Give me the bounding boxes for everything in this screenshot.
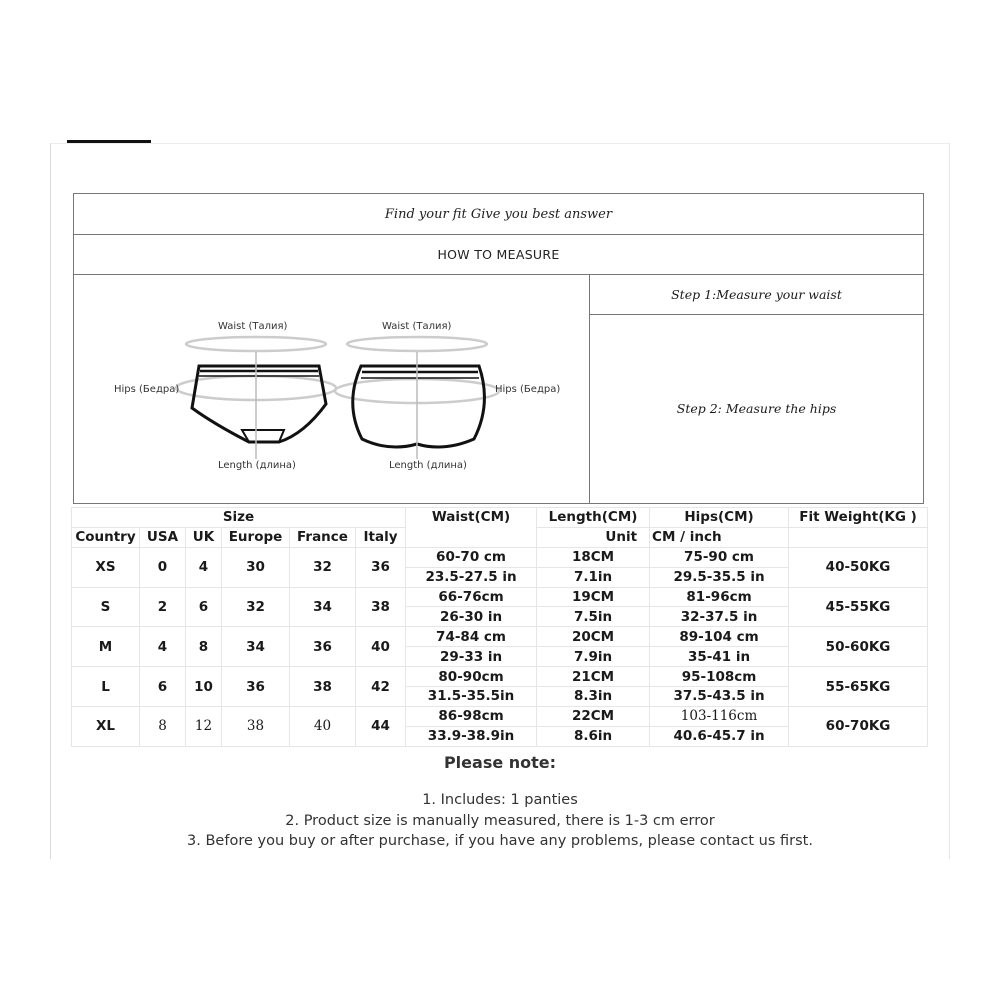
measure-illustration: [74, 274, 589, 505]
cell-uk: 6: [186, 587, 222, 627]
front-waist-label: Waist (Талия): [218, 321, 288, 332]
cell-usa: 6: [140, 667, 186, 707]
cell-weight: 55-65KG: [789, 667, 928, 707]
cell-length-in: 7.9in: [537, 647, 650, 667]
step-2-text: Step 2: Measure the hips: [676, 401, 837, 416]
guide-title: Find your fit Give you best answer: [74, 194, 923, 235]
cell-uk: 4: [186, 547, 222, 587]
table-row: [72, 667, 928, 687]
cell-italy: 44: [356, 706, 406, 746]
cell-uk: 12: [186, 706, 222, 746]
cell-italy: 42: [356, 667, 406, 707]
cell-length-cm: 19CM: [537, 587, 650, 607]
cell-length-cm: 22CM: [537, 706, 650, 726]
table-header-row-1: [72, 508, 928, 528]
header-country: Country: [72, 527, 140, 547]
back-waist-label: Waist (Талия): [382, 321, 452, 332]
front-brief-drawing: [176, 337, 336, 459]
cell-usa: 2: [140, 587, 186, 627]
cell-waist-in: 33.9-38.9in: [406, 726, 537, 746]
header-france: France: [290, 527, 356, 547]
cell-country: L: [72, 667, 140, 707]
header-length: Length(CM): [537, 508, 650, 528]
cell-france: 40: [290, 706, 356, 746]
cell-country: XL: [72, 706, 140, 746]
cell-europe: 36: [222, 667, 290, 707]
header-italy: Italy: [356, 527, 406, 547]
cell-length-cm: 20CM: [537, 627, 650, 647]
cell-hips-cm: 75-90 cm: [650, 547, 789, 567]
step-1-text: Step 1:Measure your waist: [590, 274, 923, 315]
size-chart-table: [71, 507, 928, 747]
cell-country: S: [72, 587, 140, 627]
cell-length-in: 8.3in: [537, 687, 650, 707]
front-hips-label: Hips (Бедра): [114, 384, 180, 395]
front-length-label: Length (длина): [218, 460, 296, 471]
cell-europe: 34: [222, 627, 290, 667]
note-title: Please note:: [443, 753, 557, 772]
cell-waist-in: 31.5-35.5in: [406, 687, 537, 707]
table-row: [72, 706, 928, 726]
cell-weight: 60-70KG: [789, 706, 928, 746]
cell-france: 34: [290, 587, 356, 627]
cell-italy: 38: [356, 587, 406, 627]
cell-country: M: [72, 627, 140, 667]
header-uk: UK: [186, 527, 222, 547]
cell-waist-in: 26-30 in: [406, 607, 537, 627]
unit-value: CM / inch: [650, 527, 789, 547]
table-row: [72, 587, 928, 607]
cell-hips-in: 37.5-43.5 in: [650, 687, 789, 707]
cell-hips-in: 29.5-35.5 in: [650, 567, 789, 587]
cell-europe: 30: [222, 547, 290, 587]
cell-waist-in: 29-33 in: [406, 647, 537, 667]
cell-weight: 45-55KG: [789, 587, 928, 627]
guide-subtitle: HOW TO MEASURE: [74, 234, 923, 275]
cell-europe: 38: [222, 706, 290, 746]
table-row: [72, 627, 928, 647]
cell-hips-in: 40.6-45.7 in: [650, 726, 789, 746]
cell-country: XS: [72, 547, 140, 587]
cell-weight: 50-60KG: [789, 627, 928, 667]
cell-hips-cm: 89-104 cm: [650, 627, 789, 647]
cell-waist-in: 23.5-27.5 in: [406, 567, 537, 587]
measure-guide-box: [73, 193, 924, 504]
cell-usa: 8: [140, 706, 186, 746]
cell-length-in: 8.6in: [537, 726, 650, 746]
cell-hips-cm: 81-96cm: [650, 587, 789, 607]
cell-france: 38: [290, 667, 356, 707]
cell-waist-cm: 86-98cm: [406, 706, 537, 726]
cell-waist-cm: 66-76cm: [406, 587, 537, 607]
cell-hips-cm: 103-116cm: [650, 706, 789, 726]
cell-hips-cm: 95-108cm: [650, 667, 789, 687]
header-hips: Hips(CM): [650, 508, 789, 528]
unit-label: Unit: [537, 527, 650, 547]
cell-europe: 32: [222, 587, 290, 627]
cell-length-in: 7.1in: [537, 567, 650, 587]
cell-hips-in: 35-41 in: [650, 647, 789, 667]
cell-waist-cm: 60-70 cm: [406, 547, 537, 567]
cell-length-cm: 21CM: [537, 667, 650, 687]
back-brief-drawing: [335, 337, 499, 459]
header-weight: Fit Weight(KG ): [789, 508, 928, 528]
cell-waist-cm: 74-84 cm: [406, 627, 537, 647]
back-hips-label: Hips (Бедра): [495, 384, 561, 395]
cell-italy: 40: [356, 627, 406, 667]
cell-italy: 36: [356, 547, 406, 587]
header-usa: USA: [140, 527, 186, 547]
cell-usa: 4: [140, 627, 186, 667]
table-row: [72, 547, 928, 567]
back-length-label: Length (длина): [389, 460, 467, 471]
cell-usa: 0: [140, 547, 186, 587]
cell-waist-cm: 80-90cm: [406, 667, 537, 687]
note-line-3: 3. Before you buy or after purchase, if you have any problems, please contact us first.: [187, 833, 813, 849]
header-europe: Europe: [222, 527, 290, 547]
note-line-1: 1. Includes: 1 panties: [422, 792, 578, 808]
cell-uk: 10: [186, 667, 222, 707]
cell-hips-in: 32-37.5 in: [650, 607, 789, 627]
cell-france: 36: [290, 627, 356, 667]
cell-france: 32: [290, 547, 356, 587]
size-group-header: Size: [72, 508, 406, 528]
note-line-2: 2. Product size is manually measured, there is 1-3 cm error: [285, 813, 715, 829]
header-blank: [789, 527, 928, 547]
header-waist: Waist(CM): [406, 508, 537, 548]
cell-weight: 40-50KG: [789, 547, 928, 587]
cell-length-in: 7.5in: [537, 607, 650, 627]
cell-length-cm: 18CM: [537, 547, 650, 567]
cell-uk: 8: [186, 627, 222, 667]
